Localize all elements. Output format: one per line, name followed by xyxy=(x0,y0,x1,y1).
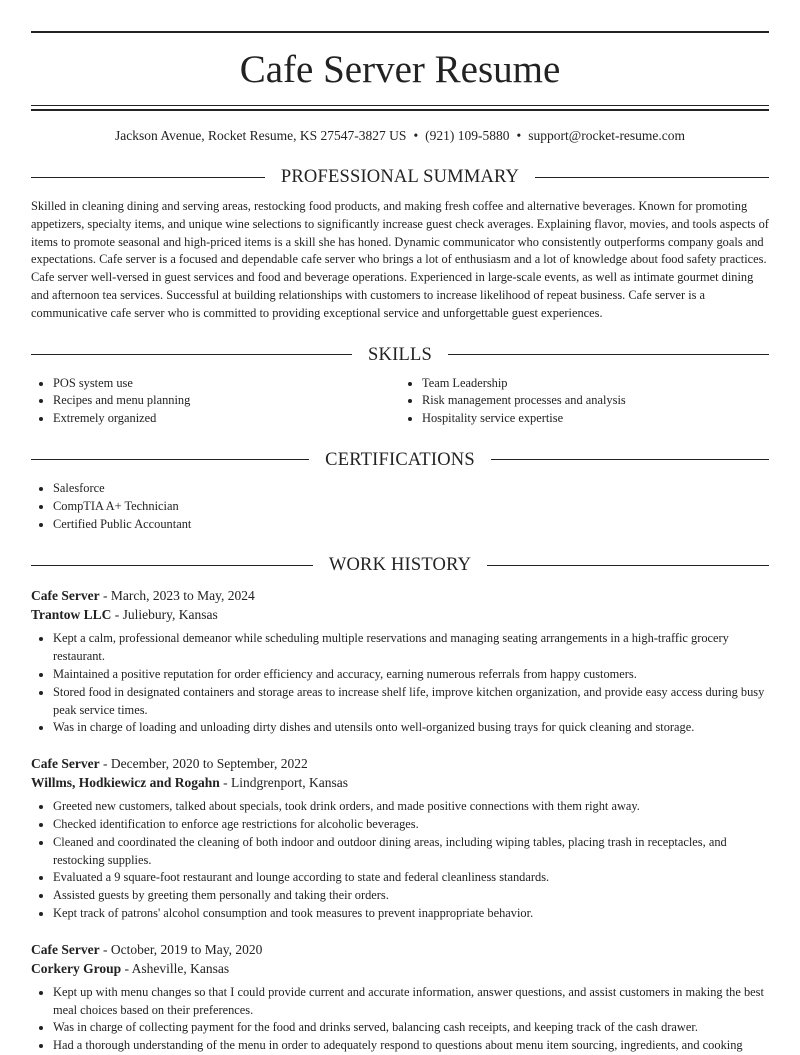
resume-title: Cafe Server Resume xyxy=(239,48,561,91)
section-rule xyxy=(31,177,265,178)
skill-item: • Recipes and menu planning xyxy=(53,392,400,410)
section-header-work-history xyxy=(31,554,769,576)
contact-line xyxy=(31,127,769,145)
section-header-skills xyxy=(31,344,769,366)
skills-list-right xyxy=(400,375,769,428)
contact-separator: • xyxy=(413,128,419,143)
section-rule xyxy=(535,177,769,178)
section-title-work-history: WORK HISTORY xyxy=(328,555,472,576)
job-company: Corkery Group xyxy=(31,960,122,976)
job-bullets xyxy=(31,798,769,923)
job-bullet: • Kept a calm, professional demeanor while scheduling multiple reservations and managing seating arrangements in a high-traffic grocery restaurant. xyxy=(53,630,769,666)
job-bullet: • Cleaned and coordinated the cleaning of both indoor and outdoor dining areas, including wiping tables, placing trash in receptacles, and restocking supplies. xyxy=(53,834,769,870)
job-bullet: • Evaluated a 9 square-foot restaurant and lounge according to state and federal cleanliness standards. xyxy=(53,869,769,887)
job-entry xyxy=(31,586,769,737)
job-role: Cafe Server xyxy=(31,941,100,957)
job-entry xyxy=(31,940,769,1055)
job-company: Willms, Hodkiewicz and Rogahn xyxy=(31,775,220,791)
certifications-list xyxy=(31,480,769,533)
job-dates: - December, 2020 to September, 2022 xyxy=(99,756,308,772)
job-bullet: • Kept track of patrons' alcohol consumption and took measures to prevent inappropriate behavior. xyxy=(53,905,769,923)
skill-item: • Team Leadership xyxy=(422,375,769,393)
job-entry xyxy=(31,754,769,923)
job-role-line xyxy=(31,940,769,959)
skill-item: • Extremely organized xyxy=(53,410,400,428)
skill-item: • Hospitality service expertise xyxy=(422,410,769,428)
contact-email: support@rocket-resume.com xyxy=(528,128,686,143)
certification-item: • CompTIA A+ Technician xyxy=(53,498,769,516)
section-rule xyxy=(31,459,309,460)
job-role: Cafe Server xyxy=(31,588,100,604)
job-company-line xyxy=(31,605,769,624)
section-title-summary: PROFESSIONAL SUMMARY xyxy=(280,167,520,187)
section-header-certifications xyxy=(31,449,769,471)
section-rule xyxy=(487,565,769,566)
job-bullet: • Greeted new customers, talked about specials, took drink orders, and made positive connections with them right away. xyxy=(53,798,769,816)
job-bullet: • Was in charge of collecting payment for the food and drinks served, balancing cash receipts, and keeping track of the cash drawer. xyxy=(53,1019,769,1037)
section-title-certifications: CERTIFICATIONS xyxy=(325,449,475,470)
job-bullet: • Maintained a positive reputation for order efficiency and accuracy, earning numerous referrals from happy customers. xyxy=(53,666,769,684)
job-bullet: • Had a thorough understanding of the menu in order to adequately respond to questions about menu item sourcing, ingredients, and cooking xyxy=(53,1037,769,1055)
job-dates: - March, 2023 to May, 2024 xyxy=(99,588,255,604)
contact-separator: • xyxy=(516,128,522,143)
job-bullets xyxy=(31,984,769,1055)
job-role-line xyxy=(31,754,769,773)
certification-item: • Certified Public Accountant xyxy=(53,516,769,534)
job-role-line xyxy=(31,586,769,605)
job-bullet: • Stored food in designated containers and storage areas to increase shelf life, improve kitchen organization, and provide easy access during busy peak service times. xyxy=(53,684,769,720)
job-company: Trantow LLC xyxy=(31,607,112,623)
job-role: Cafe Server xyxy=(31,756,100,772)
contact-address: Jackson Avenue, Rocket Resume, KS 27547-3827 US xyxy=(114,128,407,143)
section-header-summary xyxy=(31,166,769,188)
job-location: - Juliebury, Kansas xyxy=(111,607,218,623)
job-bullet: • Was in charge of loading and unloading dirty dishes and utensils onto well-organized busing trays for quick cleaning and storage. xyxy=(53,719,769,737)
section-rule xyxy=(491,459,769,460)
job-bullet: • Assisted guests by greeting them personally and taking their orders. xyxy=(53,887,769,905)
job-location: - Lindgrenport, Kansas xyxy=(219,775,349,791)
job-location: - Asheville, Kansas xyxy=(121,960,230,976)
certification-item: • Salesforce xyxy=(53,480,769,498)
professional-summary-text: Skilled in cleaning dining and serving areas, restocking food products, and making fresh coffee and alternative beverages. Known for promoting appetizers, specialty items, and unique wine selections to significantly increase guest check averages. Explaining flavor, movies, and tools aspects of items to promote seasonal and high-priced items is a skill she has honed. Dynamic communicator who consistently outperforms company goals and expectations. Cafe server is a focused and dependable cafe server who brings a lot of enthusiasm and a lot of knowledge about food safety practices. Cafe server well-versed in guest services and food and beverage operations. Experienced in large-scale events, as well as intimate gourmet dining and afternoon tea services. Successful at building relationships with customers to increase likelihood of repeat business. Cafe server is a communicative cafe server who is committed to providing exceptional service and unforgettable guest experiences. xyxy=(31,199,769,320)
job-company-line xyxy=(31,773,769,792)
skill-item: • POS system use xyxy=(53,375,400,393)
job-bullets xyxy=(31,630,769,737)
skills-columns xyxy=(31,375,769,428)
section-rule xyxy=(31,565,313,566)
contact-phone: (921) 109-5880 xyxy=(425,128,510,143)
section-title-skills: SKILLS xyxy=(368,344,432,365)
skills-list-left xyxy=(31,375,400,428)
section-rule xyxy=(448,354,769,355)
top-rule xyxy=(31,31,769,33)
job-bullet: • Kept up with menu changes so that I could provide current and accurate information, answer questions, and assist customers in making the best meal choices based on their preferences. xyxy=(53,984,769,1020)
resume-page xyxy=(31,0,769,1055)
job-bullet: • Checked identification to enforce age restrictions for alcoholic beverages. xyxy=(53,816,769,834)
skill-item: • Risk management processes and analysis xyxy=(422,392,769,410)
job-company-line xyxy=(31,959,769,978)
title-double-rule xyxy=(31,105,769,111)
job-dates: - October, 2019 to May, 2020 xyxy=(99,941,263,957)
section-rule xyxy=(31,354,352,355)
